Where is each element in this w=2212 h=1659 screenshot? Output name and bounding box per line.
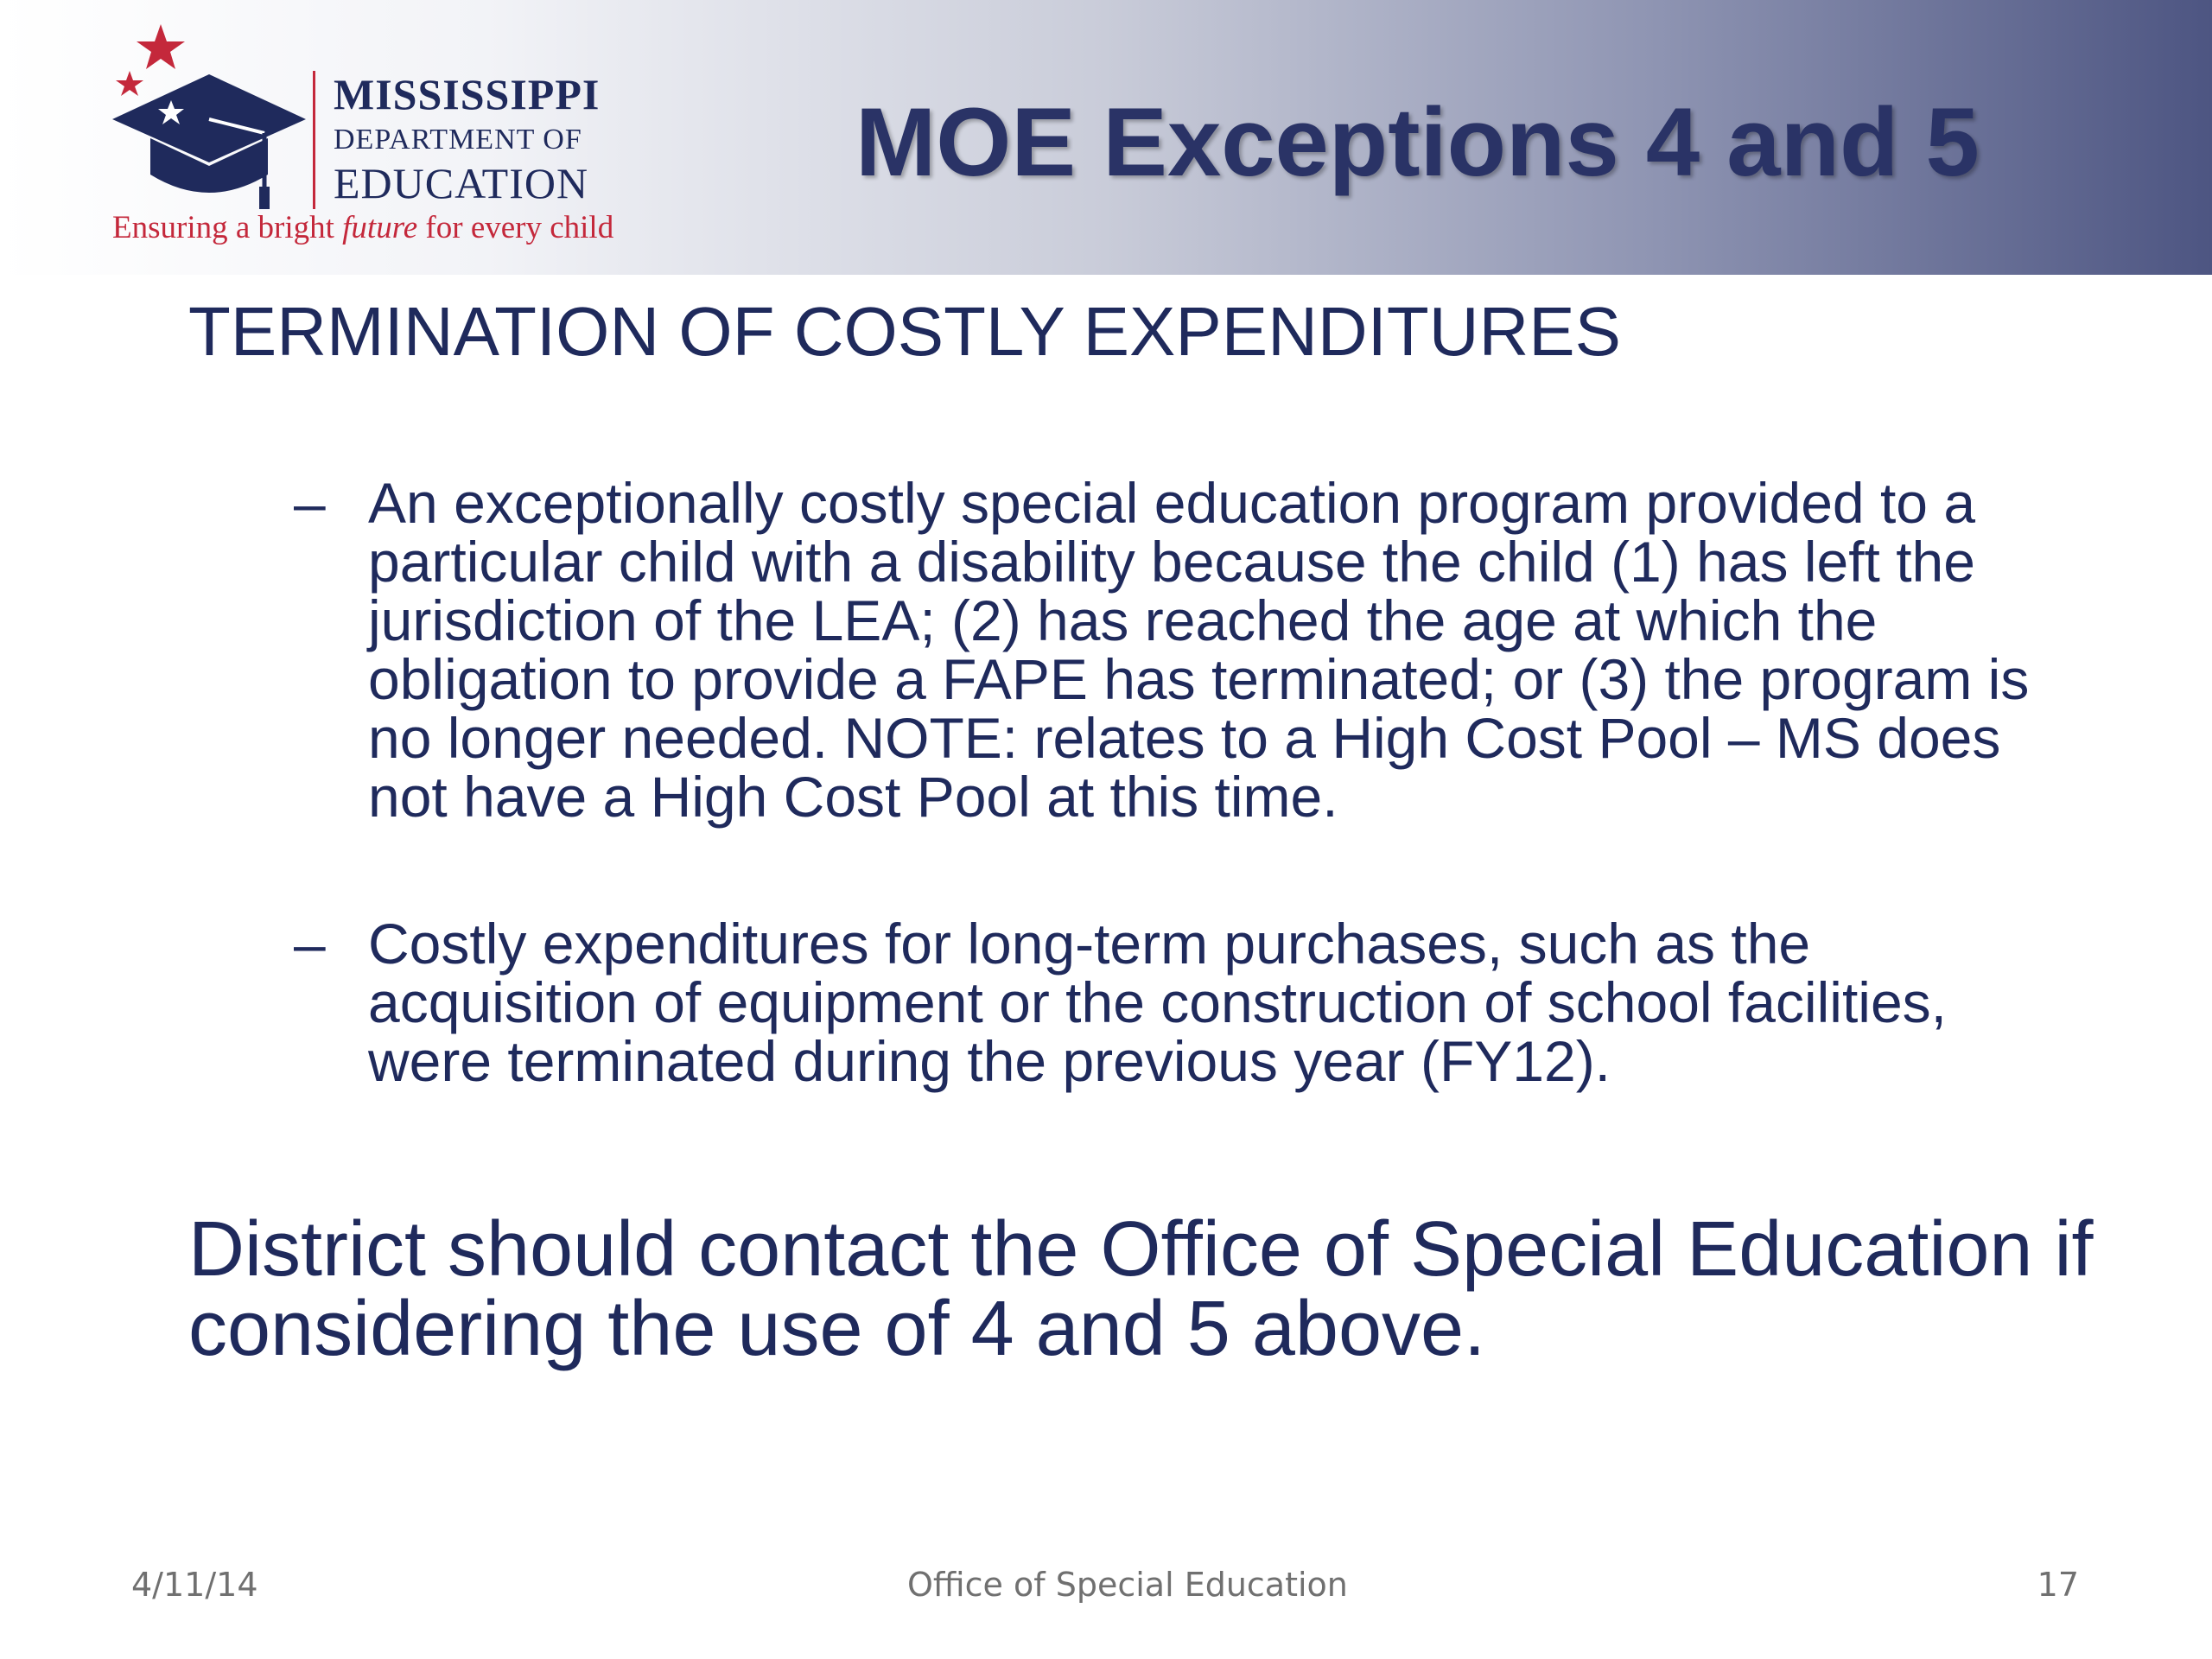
tagline-part-2: for every child — [417, 210, 614, 245]
star-icon — [116, 71, 143, 96]
slide-title: MOE Exceptions 4 and 5 — [855, 88, 1980, 196]
bullet-dash: – — [294, 471, 326, 535]
bullet-text: An exceptionally costly special education program provided to a particular child with a disability because the child (1) has left the jurisdiction of the LEA; (2) has reached the age at which the obligation to provide a FAPE has terminated; or (3) the program is no longer needed. NOTE: relates to a High Cost Pool – MS does not have a High Cost Pool at this time. — [368, 471, 2030, 829]
logo-divider — [313, 71, 315, 209]
logo-tagline — [112, 209, 613, 246]
logo-text-education: EDUCATION — [334, 159, 589, 207]
bullet-item — [294, 471, 2056, 829]
tagline-part-1: Ensuring a bright — [112, 210, 343, 245]
star-icon — [137, 24, 185, 69]
bullet-dash: – — [294, 912, 326, 976]
logo-text-mississippi: MISSISSIPPI — [334, 70, 601, 118]
footer-date: 4/11/14 — [131, 1566, 258, 1604]
closing-statement: District should contact the Office of Special Education if considering the use of 4 and 5 above. — [188, 1206, 2094, 1372]
bullet-text: Costly expenditures for long-term purchases, such as the acquisition of equipment or the construction of school facilities, were terminated during the previous year (FY12). — [368, 912, 1947, 1093]
graduation-cap-icon — [104, 17, 311, 216]
tagline-script-word: future — [342, 210, 418, 245]
bullet-item — [294, 912, 2056, 1093]
footer-page-number: 17 — [2037, 1566, 2079, 1604]
slide-subtitle: TERMINATION OF COSTLY EXPENDITURES — [188, 293, 1621, 370]
footer-office: Office of Special Education — [907, 1566, 1348, 1604]
mde-logo — [104, 17, 622, 259]
logo-text-department: DEPARTMENT OF — [334, 124, 582, 156]
